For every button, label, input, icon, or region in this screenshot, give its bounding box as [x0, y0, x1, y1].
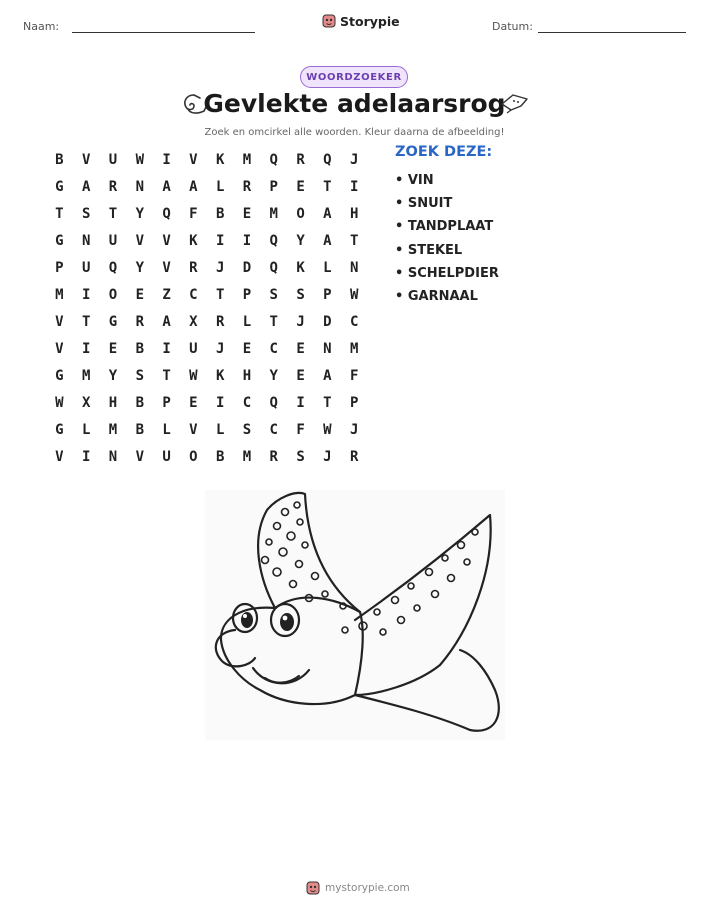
grid-letter[interactable]: R [269, 448, 278, 465]
grid-letter[interactable]: A [162, 178, 171, 195]
grid-letter[interactable]: J [215, 259, 225, 276]
grid-letter[interactable]: A [323, 205, 332, 222]
grid-letter[interactable]: R [215, 313, 225, 330]
grid-letter[interactable]: I [215, 232, 225, 249]
grid-letter[interactable]: X [189, 313, 198, 330]
grid-letter[interactable]: N [108, 448, 118, 465]
grid-letter[interactable]: F [349, 367, 359, 384]
grid-letter[interactable]: P [162, 394, 171, 411]
grid-row [46, 416, 368, 443]
grid-row [46, 308, 368, 335]
grid-letter[interactable]: V [162, 259, 171, 276]
grid-letter[interactable]: K [296, 259, 305, 276]
storypie-icon [306, 880, 320, 896]
grid-letter[interactable]: L [215, 178, 225, 195]
name-line [72, 32, 255, 33]
grid-letter[interactable]: V [189, 421, 198, 438]
grid-letter[interactable]: O [296, 205, 305, 222]
grid-letter[interactable]: N [81, 232, 91, 249]
grid-letter[interactable]: J [215, 340, 225, 357]
grid-letter[interactable]: B [55, 151, 64, 168]
grid-letter[interactable]: L [242, 313, 252, 330]
grid-letter[interactable]: W [135, 151, 144, 168]
grid-letter[interactable]: P [55, 259, 64, 276]
grid-letter[interactable]: D [242, 259, 252, 276]
footer [306, 880, 410, 896]
grid-letter[interactable]: Y [135, 259, 144, 276]
grid-letter[interactable]: L [81, 421, 91, 438]
grid-letter[interactable]: S [135, 367, 144, 384]
grid-letter[interactable]: Q [269, 394, 278, 411]
grid-letter[interactable]: O [189, 448, 198, 465]
grid-letter[interactable]: I [242, 232, 252, 249]
grid-letter[interactable]: W [189, 367, 198, 384]
grid-letter[interactable]: V [135, 448, 144, 465]
word-list-item: • STEKEL [395, 242, 463, 258]
grid-letter[interactable]: R [349, 448, 359, 465]
grid-letter[interactable]: H [242, 367, 252, 384]
grid-letter[interactable]: U [108, 151, 118, 168]
grid-letter[interactable]: Z [162, 286, 171, 303]
storypie-icon [322, 13, 336, 29]
grid-letter[interactable]: B [135, 340, 144, 357]
grid-row [46, 443, 368, 470]
grid-letter[interactable]: G [108, 313, 118, 330]
grid-letter[interactable]: Q [108, 259, 118, 276]
grid-row [46, 335, 368, 362]
grid-letter[interactable]: G [55, 178, 64, 195]
grid-letter[interactable]: V [55, 448, 64, 465]
grid-letter[interactable]: P [269, 178, 278, 195]
grid-letter[interactable]: J [323, 448, 332, 465]
date-line [538, 32, 686, 33]
grid-letter[interactable]: I [162, 151, 171, 168]
grid-letter[interactable]: A [323, 232, 332, 249]
grid-letter[interactable]: I [81, 340, 91, 357]
grid-letter[interactable]: S [296, 448, 305, 465]
grid-letter[interactable]: T [323, 394, 332, 411]
grid-letter[interactable]: Y [269, 367, 278, 384]
stingray-icon [499, 92, 531, 114]
grid-letter[interactable]: I [296, 394, 305, 411]
category-badge: WOORDZOEKER [300, 66, 408, 88]
word-list [395, 144, 499, 308]
grid-letter[interactable]: A [189, 178, 198, 195]
grid-letter[interactable]: E [242, 205, 252, 222]
grid-letter[interactable]: I [81, 448, 91, 465]
grid-row [46, 173, 368, 200]
grid-letter[interactable]: R [135, 313, 144, 330]
grid-letter[interactable]: E [296, 367, 305, 384]
grid-letter[interactable]: B [135, 394, 144, 411]
grid-letter[interactable]: L [215, 421, 225, 438]
grid-letter[interactable]: E [135, 286, 144, 303]
grid-letter[interactable]: H [108, 394, 118, 411]
grid-letter[interactable]: V [135, 232, 144, 249]
grid-letter[interactable]: K [189, 232, 198, 249]
grid-letter[interactable]: T [323, 178, 332, 195]
footer-url: mystorypie.com [325, 882, 410, 894]
grid-letter[interactable]: N [135, 178, 144, 195]
grid-letter[interactable]: Y [135, 205, 144, 222]
grid-letter[interactable]: K [215, 151, 225, 168]
grid-letter[interactable]: I [349, 178, 359, 195]
grid-letter[interactable]: T [162, 367, 171, 384]
grid-letter[interactable]: A [81, 178, 91, 195]
grid-letter[interactable]: B [215, 205, 225, 222]
grid-letter[interactable]: V [81, 151, 91, 168]
grid-letter[interactable]: P [349, 394, 359, 411]
instructions: Zoek en omcirkel alle woorden. Kleur daarna de afbeelding! [204, 127, 505, 138]
grid-letter[interactable]: S [269, 286, 278, 303]
grid-letter[interactable]: G [55, 421, 64, 438]
page-title: Gevlekte adelaarsrog [203, 89, 506, 118]
grid-letter[interactable]: Q [162, 205, 171, 222]
grid-letter[interactable]: A [162, 313, 171, 330]
grid-letter[interactable]: M [55, 286, 64, 303]
grid-letter[interactable]: E [189, 394, 198, 411]
grid-letter[interactable]: C [269, 421, 278, 438]
eagle-ray-illustration [205, 490, 505, 740]
word-list-item: • VIN [395, 173, 434, 188]
word-list-item: • TANDPLAAT [395, 219, 494, 235]
grid-letter[interactable]: R [296, 151, 305, 168]
grid-letter[interactable]: Q [269, 259, 278, 276]
grid-letter[interactable]: M [269, 205, 278, 222]
grid-letter[interactable]: M [242, 448, 252, 465]
grid-letter[interactable]: U [189, 340, 198, 357]
grid-letter[interactable]: T [215, 286, 225, 303]
grid-letter[interactable]: W [55, 394, 64, 411]
grid-row [46, 146, 368, 173]
grid-letter[interactable]: P [323, 286, 332, 303]
grid-letter[interactable]: I [162, 340, 171, 357]
grid-letter[interactable]: P [242, 286, 252, 303]
grid-letter[interactable]: K [215, 367, 225, 384]
grid-letter[interactable]: N [323, 340, 332, 357]
grid-letter[interactable]: M [81, 367, 91, 384]
grid-letter[interactable]: I [81, 286, 91, 303]
grid-letter[interactable]: T [349, 232, 359, 249]
grid-letter[interactable]: V [162, 232, 171, 249]
grid-letter[interactable]: H [349, 205, 359, 222]
grid-row [46, 281, 368, 308]
grid-letter[interactable]: V [55, 313, 64, 330]
word-list-item: • SCHELPDIER [395, 265, 499, 281]
grid-letter[interactable]: Q [323, 151, 332, 168]
grid-letter[interactable]: O [108, 286, 118, 303]
grid-row [46, 362, 368, 389]
grid-letter[interactable]: M [242, 151, 252, 168]
grid-letter[interactable]: C [242, 394, 252, 411]
grid-letter[interactable]: C [349, 313, 359, 330]
grid-letter[interactable]: J [296, 313, 305, 330]
grid-letter[interactable]: D [323, 313, 332, 330]
grid-letter[interactable]: Q [269, 232, 278, 249]
grid-letter[interactable]: Q [269, 151, 278, 168]
grid-letter[interactable]: S [296, 286, 305, 303]
word-list-item: • SNUIT [395, 196, 453, 212]
grid-letter[interactable]: R [242, 178, 252, 195]
grid-row [46, 200, 368, 227]
grid-letter[interactable]: U [162, 448, 171, 465]
brand-name: Storypie [340, 13, 400, 29]
grid-letter[interactable]: W [323, 421, 332, 438]
grid-letter[interactable]: I [215, 394, 225, 411]
grid-letter[interactable]: M [349, 340, 359, 357]
grid-letter[interactable]: T [81, 313, 91, 330]
grid-letter[interactable]: N [349, 259, 359, 276]
grid-letter[interactable]: E [242, 340, 252, 357]
grid-letter[interactable]: F [189, 205, 198, 222]
brand-logo [322, 13, 400, 29]
grid-letter[interactable]: E [296, 178, 305, 195]
letter-grid [46, 146, 368, 470]
grid-letter[interactable]: S [81, 205, 91, 222]
grid-letter[interactable]: V [189, 151, 198, 168]
grid-letter[interactable]: A [323, 367, 332, 384]
grid-letter[interactable]: C [189, 286, 198, 303]
grid-letter[interactable]: L [323, 259, 332, 276]
grid-letter[interactable]: U [81, 259, 91, 276]
grid-row [46, 227, 368, 254]
grid-letter[interactable]: S [242, 421, 252, 438]
grid-letter[interactable]: C [269, 340, 278, 357]
grid-letter[interactable]: E [108, 340, 118, 357]
grid-letter[interactable]: T [269, 313, 278, 330]
grid-letter[interactable]: U [108, 232, 118, 249]
word-list-title: ZOEK DEZE: [395, 144, 493, 160]
grid-letter[interactable]: T [55, 205, 64, 222]
grid-letter[interactable]: R [189, 259, 198, 276]
grid-letter[interactable]: R [108, 178, 118, 195]
grid-letter[interactable]: M [108, 421, 118, 438]
grid-letter[interactable]: W [349, 286, 359, 303]
grid-row [46, 254, 368, 281]
grid-letter[interactable]: Y [296, 232, 305, 249]
grid-letter[interactable]: G [55, 232, 64, 249]
grid-letter[interactable]: B [215, 448, 225, 465]
grid-letter[interactable]: J [349, 421, 359, 438]
word-list-item: • GARNAAL [395, 288, 478, 304]
date-label: Datum: [492, 20, 533, 33]
grid-letter[interactable]: X [81, 394, 91, 411]
name-label: Naam: [23, 20, 60, 33]
grid-letter[interactable]: J [349, 151, 359, 168]
grid-letter[interactable]: E [296, 340, 305, 357]
grid-letter[interactable]: G [55, 367, 64, 384]
grid-letter[interactable]: T [108, 205, 118, 222]
grid-letter[interactable]: F [296, 421, 305, 438]
grid-row [46, 389, 368, 416]
grid-letter[interactable]: Y [108, 367, 118, 384]
grid-letter[interactable]: L [162, 421, 171, 438]
grid-letter[interactable]: V [55, 340, 64, 357]
grid-letter[interactable]: B [135, 421, 144, 438]
